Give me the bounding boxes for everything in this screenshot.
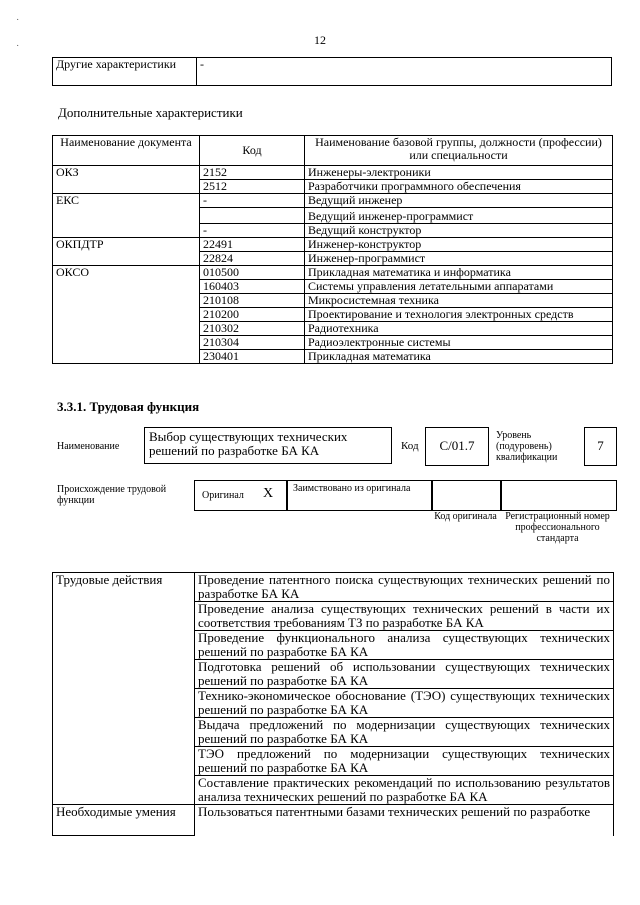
other-characteristics-table [52,57,612,86]
labor-action-item: Подготовка решений об использовании существующих технических решений по разработке БА КА [195,660,614,689]
header-name: Наименование базовой группы, должности (профессии) или специальности [305,136,613,166]
scan-mark: ˙ [16,18,20,29]
code-original-cell [431,480,502,511]
code-cell: 22491 [200,238,305,252]
doc-eks: ЕКС [53,194,200,238]
page-number: 12 [314,33,326,47]
labor-action-item: Проведение функционального анализа существующих технических решений по разработке БА КА [195,631,614,660]
labor-action-item: Составление практических рекомендаций по использованию результатов анализа технических решений по разработке БА КА [195,776,614,805]
function-name-value: Выбор существующих технических решений по разработке БА КА [144,427,392,464]
labor-action-item: Выдача предложений по модернизации существующих технических решений по разработке БА КА [195,718,614,747]
code-label: Код [401,440,419,452]
reg-number-label: Регистрационный номер профессионального стандарта [505,511,610,544]
original-cell [194,480,288,511]
original-mark: Х [263,486,274,501]
reg-number-cell [500,480,617,511]
name-cell: Проектирование и технология электронных средств [305,308,613,322]
name-cell: Инженер-программист [305,252,613,266]
qualification-level-label: Уровень (подуровень) квалификации [496,430,558,463]
code-cell: - [200,194,305,208]
name-cell: Ведущий конструктор [305,224,613,238]
labor-action-item: Проведение анализа существующих технических решений в части их соответствия требованиям ТЗ по разработке БА КА [195,602,614,631]
origin-label: Происхождение трудовой функции [57,484,167,506]
labor-action-item: Технико-экономическое обоснование (ТЭО) существующих технических решений по разработке БА КА [195,689,614,718]
skills-label: Необходимые умения [53,805,195,836]
name-cell: Ведущий инженер [305,194,613,208]
name-cell: Радиотехника [305,322,613,336]
borrowed-label: Заимствовано из оригинала [293,483,411,494]
original-label: Оригинал [202,490,244,501]
name-cell: Инженеры-электроники [305,166,613,180]
code-original-label: Код оригинала [434,511,497,522]
qualification-level-value: 7 [584,427,617,466]
name-cell: Разработчики программного обеспечения [305,180,613,194]
name-cell: Прикладная математика [305,350,613,364]
name-cell: Микросистемная техника [305,294,613,308]
name-cell: Прикладная математика и информатика [305,266,613,280]
name-cell: Ведущий инженер-программист [305,208,613,224]
doc-okso: ОКСО [53,266,200,364]
code-cell: 2512 [200,180,305,194]
doc-okz: ОКЗ [53,166,200,194]
name-cell: Инженер-конструктор [305,238,613,252]
header-doc: Наименование документа [53,136,200,166]
labor-action-item: Проведение патентного поиска существующих технических решений по разработке БА КА [195,573,614,602]
other-characteristics-label: Другие характеристики [53,58,197,86]
name-cell: Радиоэлектронные системы [305,336,613,350]
borrowed-cell [286,480,433,511]
code-cell: 160403 [200,280,305,294]
code-cell: - [200,224,305,238]
code-cell: 22824 [200,252,305,266]
skill-item: Пользоваться патентными базами технических решений по разработке [195,805,614,836]
name-label: Наименование [57,441,120,452]
code-cell: 010500 [200,266,305,280]
name-cell: Системы управления летательными аппаратами [305,280,613,294]
labor-actions-label: Трудовые действия [53,573,195,805]
additional-characteristics-table [52,135,613,364]
code-cell: 230401 [200,350,305,364]
code-cell: 2152 [200,166,305,180]
code-cell: 210304 [200,336,305,350]
function-code-value: С/01.7 [425,427,489,466]
other-characteristics-value: - [197,58,612,86]
code-cell: 210302 [200,322,305,336]
labor-actions-table [52,572,614,836]
scan-mark: ˙ [16,44,20,55]
function-heading: 3.3.1. Трудовая функция [57,399,200,414]
doc-okpdtr: ОКПДТР [53,238,200,266]
additional-title: Дополнительные характеристики [58,105,243,120]
header-code: Код [200,136,305,166]
labor-action-item: ТЭО предложений по модернизации существующих технических решений по разработке БА КА [195,747,614,776]
code-cell: 210108 [200,294,305,308]
code-cell: 210200 [200,308,305,322]
code-cell [200,208,305,224]
